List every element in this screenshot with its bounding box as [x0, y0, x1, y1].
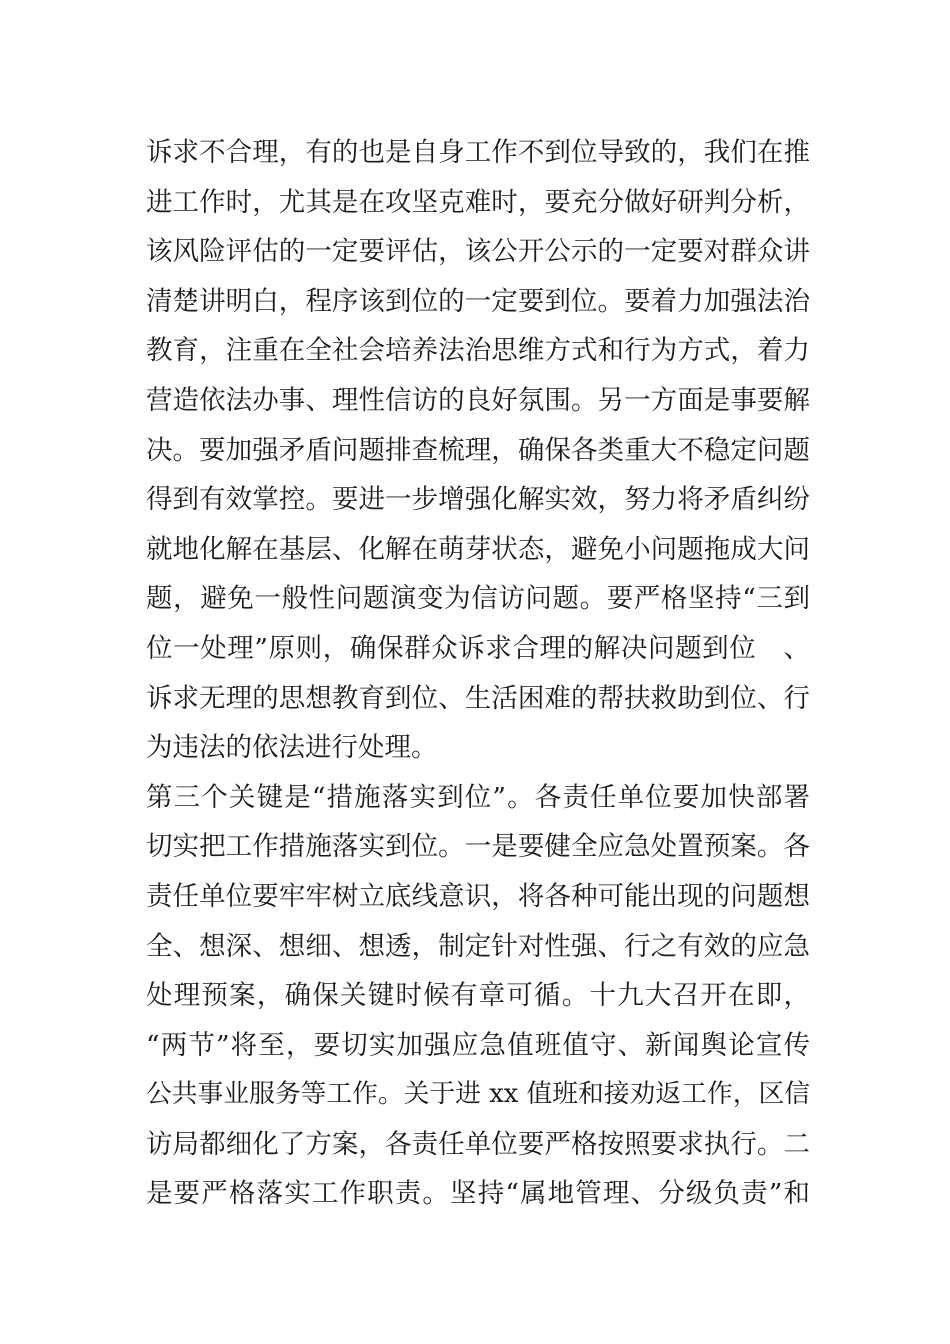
- text-line-4: 清楚讲明白，程序该到位的一定要到位。要着力加强法治: [146, 285, 810, 317]
- text-line-2: 进工作时，尤其是在攻坚克难时，要充分做好研判分析，: [146, 186, 810, 218]
- text-line-20: 公共事业服务等工作。关于进 xx 值班和接劝返工作，区信: [146, 1079, 810, 1110]
- body-text: [146, 128, 810, 1219]
- text-line-17: 全、想深、想细、想透，制定针对性强、行之有效的应急: [146, 930, 810, 962]
- text-line-22: 是要严格落实工作职责。坚持“属地管理、分级负责”和: [146, 1178, 810, 1210]
- text-line-13: 为违法的依法进行处理。: [146, 732, 438, 764]
- text-line-5: 教育，注重在全社会培养法治思维方式和行为方式，着力: [146, 335, 810, 367]
- text-line-18: 处理预案，确保关键时候有章可循。十九大召开在即，: [146, 980, 810, 1012]
- text-line-9: 就地化解在基层、化解在萌芽状态，避免小问题拖成大问: [146, 533, 810, 565]
- text-line-12: 诉求无理的思想教育到位、生活困难的帮扶救助到位、行: [146, 682, 810, 714]
- text-line-16: 责任单位要牢牢树立底线意识，将各种可能出现的问题想: [146, 880, 810, 912]
- text-line-11: 位一处理”原则，确保群众诉求合理的解决问题到位 、: [146, 632, 810, 664]
- text-line-21: 访局都细化了方案，各责任单位要严格按照要求执行。二: [146, 1128, 810, 1160]
- text-line-14: 第三个关键是“措施落实到位”。各责任单位要加快部署: [146, 781, 810, 813]
- text-line-19: “两节”将至，要切实加强应急值班值守、新闻舆论宣传: [146, 1029, 810, 1061]
- text-line-8: 得到有效掌控。要进一步增强化解实效，努力将矛盾纠纷: [146, 484, 810, 516]
- text-line-7: 决。要加强矛盾问题排查梳理，确保各类重大不稳定问题: [146, 434, 810, 466]
- text-line-15: 切实把工作措施落实到位。一是要健全应急处置预案。各: [146, 831, 810, 863]
- text-line-6: 营造依法办事、理性信访的良好氛围。另一方面是事要解: [146, 384, 810, 416]
- text-line-1: 诉求不合理，有的也是自身工作不到位导致的，我们在推: [146, 137, 810, 168]
- text-line-3: 该风险评估的一定要评估，该公开公示的一定要对群众讲: [146, 236, 810, 268]
- text-line-10: 题，避免一般性问题演变为信访问题。要严格坚持“三到: [146, 583, 810, 615]
